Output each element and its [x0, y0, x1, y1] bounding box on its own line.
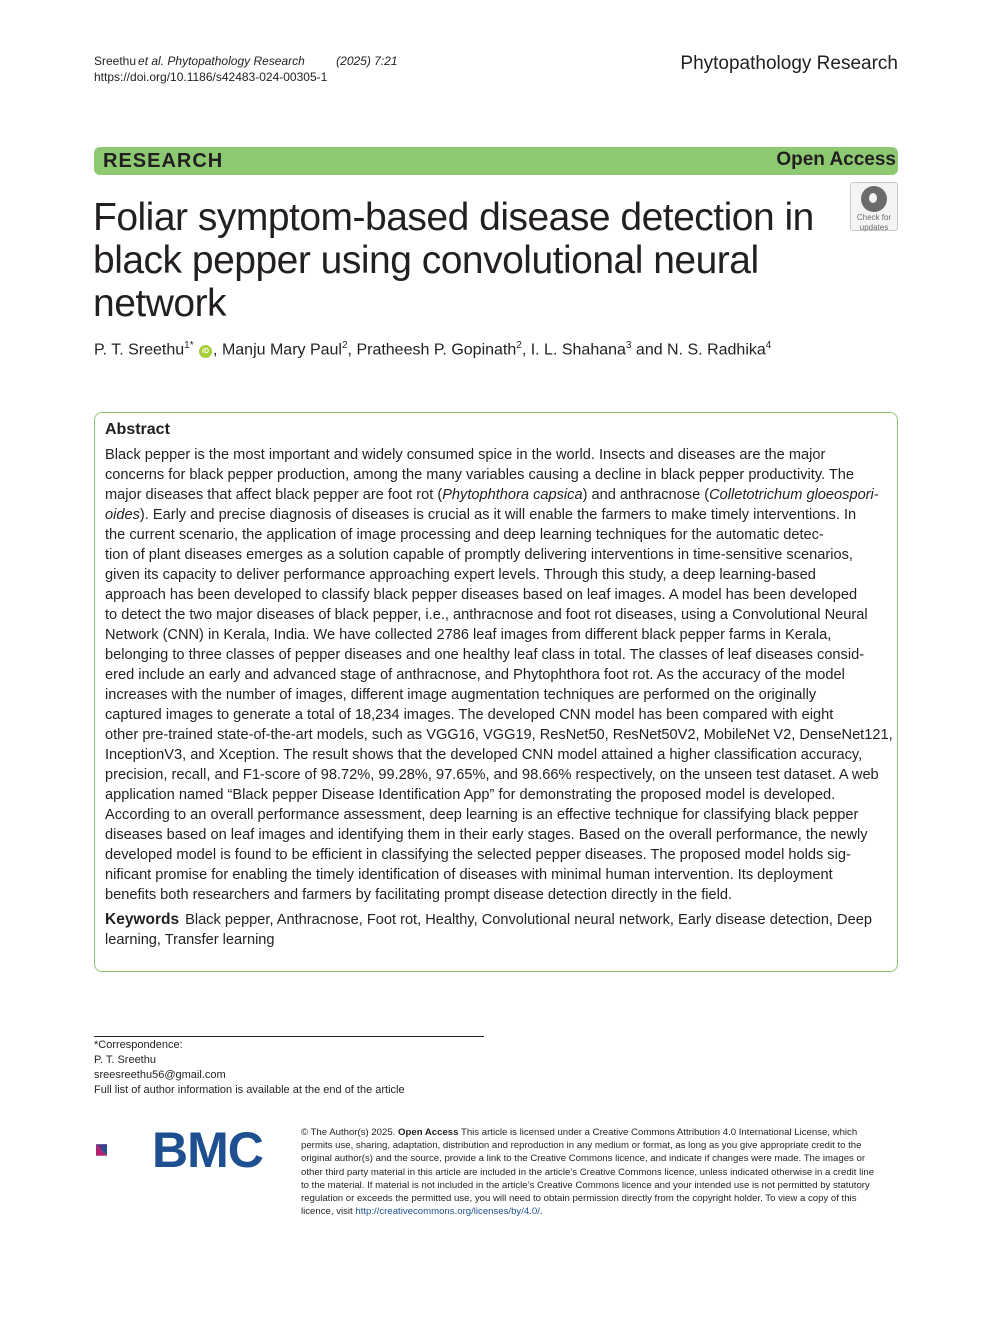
species-name: oides [105, 507, 140, 523]
abstract-heading: Abstract [105, 421, 170, 438]
author-affiliation: 2 [341, 340, 348, 351]
license-line: other third party material in this article are included in the article’s Creative Commons licence, unless indicated otherwise in a credit line [301, 1166, 875, 1178]
license-text: . [539, 1206, 543, 1218]
check-for-updates-button[interactable] [850, 182, 898, 231]
article-title: Foliar symptom-based disease detection in black pepper using convolutional neural network [93, 196, 814, 325]
check-for-updates-line2: updates [859, 223, 889, 232]
keywords-text: Black pepper, Anthracnose, Foot rot, Healthy, Convolutional neural network, Early disease detection, Deep [185, 912, 872, 928]
correspondence-block [94, 1038, 405, 1098]
citation-line [94, 53, 400, 69]
author-affiliation: 4 [765, 340, 772, 351]
citation-etal: et al. [138, 54, 165, 68]
abstract-line: precision, recall, and F1-score of 98.72%, 99.28%, 97.65%, and 98.66% respectively, on the unseen test dataset. A web [105, 767, 879, 783]
check-for-updates-line1: Check for [856, 213, 892, 222]
citation-year-volume: (2025) 7:21 [336, 54, 398, 68]
abstract-line: concerns for black pepper production, among the many variables causing a decline in black pepper productivity. The [105, 467, 855, 483]
author-name[interactable]: , Pratheesh P. Gopinath [347, 341, 517, 359]
journal-name: Phytopathology Research [680, 53, 898, 74]
abstract-line: benefits both researchers and farmers by facilitating prompt disease detection directly in the field. [105, 887, 733, 903]
abstract-line: InceptionV3, and Xception. The result shows that the developed CNN model attained a higher classification accuracy, [105, 747, 863, 763]
open-access-label: Open Access [776, 149, 896, 170]
author-name[interactable]: P. T. Sreethu [94, 341, 185, 359]
article-type-label: RESEARCH [103, 150, 224, 172]
license-line: regulation or exceeds the permitted use, you will need to obtain permission directly from the copyright holder. To view a copy of this [301, 1193, 857, 1205]
article-type-banner [94, 147, 898, 175]
license-notice [301, 1126, 897, 1218]
bmc-logo-mark [96, 1127, 140, 1173]
author-affiliation: 2 [516, 340, 522, 351]
species-name: Colletotrichum gloeospori- [709, 487, 879, 503]
abstract-line: Network (CNN) in Kerala, India. We have collected 2786 leaf images from different black pepper farms in Kerala, [105, 627, 832, 643]
abstract-text: ) and anthracnose ( [582, 487, 710, 503]
abstract-line: developed model is found to be efficient in classifying the selected pepper diseases. The proposed model holds sig- [105, 847, 851, 863]
author-name[interactable]: , I. L. Shahana [521, 341, 626, 359]
bmc-logo-text: BMC [152, 1122, 263, 1178]
license-line [301, 1126, 897, 1139]
citation-journal: Phytopathology Research [167, 54, 305, 68]
abstract-line: given its capacity to deliver performance approaching expert levels. Through this study, a deep learning-based [105, 567, 816, 583]
doi-link[interactable]: https://doi.org/10.1186/s42483-024-00305-1 [94, 70, 328, 84]
license-text: This article is licensed under a Creative Commons Attribution 4.0 International License, which [458, 1127, 858, 1138]
abstract-text: ). Early and precise diagnosis of diseases is crucial as it will enable the farmers to make timely interventions. In [139, 507, 857, 523]
correspondence-name: P. T. Sreethu [94, 1054, 156, 1066]
keywords-line [105, 910, 887, 930]
license-line: original author(s) and the source, provide a link to the Creative Commons licence, and indicate if changes were made. The images or [301, 1153, 866, 1165]
author-info-note: Full list of author information is available at the end of the article [94, 1084, 405, 1096]
abstract-text: major diseases that affect black pepper are foot rot ( [105, 487, 443, 503]
open-access-bold: Open Access [398, 1127, 459, 1138]
abstract-line: captured images to generate a total of 18,234 images. The developed CNN model has been compared with eight [105, 707, 834, 723]
license-line: permits use, sharing, adaptation, distribution and reproduction in any medium or format, as long as you give appropriate credit to the [301, 1140, 862, 1152]
author-list [94, 340, 771, 359]
abstract-line: belonging to three classes of pepper diseases and one healthy leaf class in total. The classes of leaf diseases consid- [105, 647, 865, 663]
abstract-line: diseases based on leaf images and identifying them in their early stages. Based on the overall performance, the newly [105, 827, 868, 843]
abstract-line: to detect the two major diseases of black pepper, i.e., anthracnose and foot rot diseases, using a Convolutional Neural [105, 607, 868, 623]
keywords-line: learning, Transfer learning [105, 932, 275, 948]
correspondence-label: *Correspondence: [94, 1039, 183, 1051]
author-affiliation: 1* [184, 340, 194, 351]
author-name[interactable]: , Manju Mary Paul [213, 341, 342, 359]
abstract-line: increases with the number of images, different image augmentation techniques are performed on the originally [105, 687, 817, 703]
running-header [94, 53, 400, 85]
abstract-line: other pre-trained state-of-the-art models, such as VGG16, VGG19, ResNet50, ResNet50V2, MobileNet V2, DenseNet121, [105, 727, 893, 743]
abstract-line: nificant promise for enabling the timely identification of diseases with minimal human intervention. Its deployment [105, 867, 833, 883]
license-text: licence, visit [301, 1206, 356, 1218]
license-line: to the material. If material is not included in the article’s Creative Commons licence and your intended use is not permitted by statutory [301, 1179, 870, 1191]
author-name[interactable]: and N. S. Radhika [631, 341, 766, 359]
footnote-divider [94, 1036, 484, 1037]
check-for-updates-icon [861, 186, 887, 212]
author-affiliation: 3 [625, 340, 632, 351]
license-line [301, 1205, 897, 1218]
abstract-line: tion of plant diseases emerges as a solution capable of promptly delivering interventions in time-sensitive scenarios, [105, 547, 853, 563]
license-link[interactable]: http://creativecommons.org/licenses/by/4.0/ [355, 1206, 540, 1218]
citation-author: Sreethu [94, 54, 137, 68]
keywords [105, 910, 887, 950]
abstract-line [105, 485, 887, 505]
abstract-line: ered include an early and advanced stage of anthracnose, and Phytophthora foot rot. As the accuracy of the model [105, 667, 845, 683]
keywords-label: Keywords [105, 911, 180, 928]
correspondence-email[interactable]: sreesreethu56@gmail.com [94, 1069, 226, 1081]
abstract-body [105, 445, 893, 905]
abstract-line: application named “Black pepper Disease Identification App” for demonstrating the proposed model is developed. [105, 787, 836, 803]
orcid-icon[interactable]: iD [199, 345, 212, 358]
abstract-line: the current scenario, the application of image processing and deep learning techniques for the automatic detec- [105, 527, 824, 543]
abstract-line: approach has been developed to classify black pepper diseases based on leaf images. A model has been developed [105, 587, 858, 603]
abstract-line: Black pepper is the most important and widely consumed spice in the world. Insects and diseases are the major [105, 447, 826, 463]
abstract-line [105, 505, 887, 525]
abstract-line: According to an overall performance assessment, deep learning is an effective technique for classifying black pepper [105, 807, 859, 823]
copyright-text: © The Author(s) 2025. [301, 1127, 399, 1138]
species-name: Phytophthora capsica [442, 487, 583, 503]
